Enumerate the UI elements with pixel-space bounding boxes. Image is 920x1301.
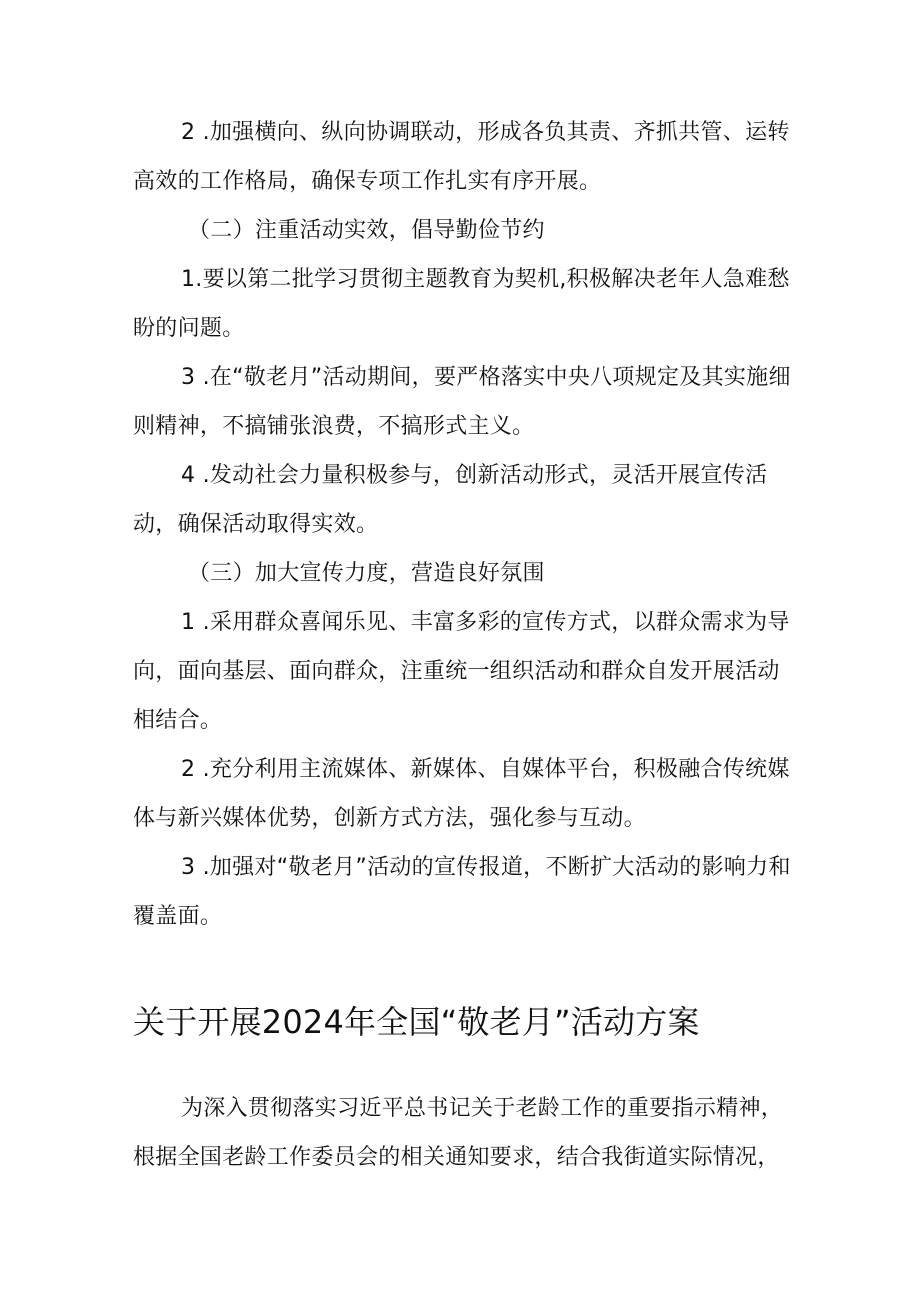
section-heading-effectiveness: （二）注重活动实效，倡导勤俭节约 bbox=[188, 218, 545, 243]
paragraph-media-platforms: 2 .充分利用主流媒体、新媒体、自媒体平台，积极融合传统媒体与新兴媒体优势，创新方式方法，强化参与互动。 bbox=[133, 757, 790, 831]
paragraph-intro: 为深入贯彻落实习近平总书记关于老龄工作的重要指示精神，根据全国老龄工作委员会的相关通知要求，结合我街道实际情况， bbox=[133, 1096, 784, 1170]
section-heading-publicity: （三）加大宣传力度，营造良好氛围 bbox=[188, 561, 545, 586]
paragraph-publicity-methods: 1 .采用群众喜闻乐见、丰富多彩的宣传方式，以群众需求为导向，面向基层、面向群众，注重统一组织活动和群众自发开展活动相结合。 bbox=[133, 610, 790, 733]
paragraph-reporting: 3 .加强对“敬老月”活动的宣传报道，不断扩大活动的影响力和覆盖面。 bbox=[133, 855, 791, 929]
paragraph-social-participation: 4 .发动社会力量积极参与，创新活动形式，灵活开展宣传活动，确保活动取得实效。 bbox=[133, 463, 768, 537]
paragraph-eight-rules: 3 .在“敬老月”活动期间，要严格落实中央八项规定及其实施细则精神，不搞铺张浪费，不搞形式主义。 bbox=[133, 365, 791, 439]
document-title: 关于开展2024年全国“敬老月”活动方案 bbox=[133, 1003, 700, 1041]
paragraph-theme-education: 1.要以第二批学习贯彻主题教育为契机,积极解决老年人急难愁盼的问题。 bbox=[133, 267, 790, 341]
paragraph-coordination: 2 .加强横向、纵向协调联动，形成各负其责、齐抓共管、运转高效的工作格局，确保专项工作扎实有序开展。 bbox=[133, 120, 790, 194]
